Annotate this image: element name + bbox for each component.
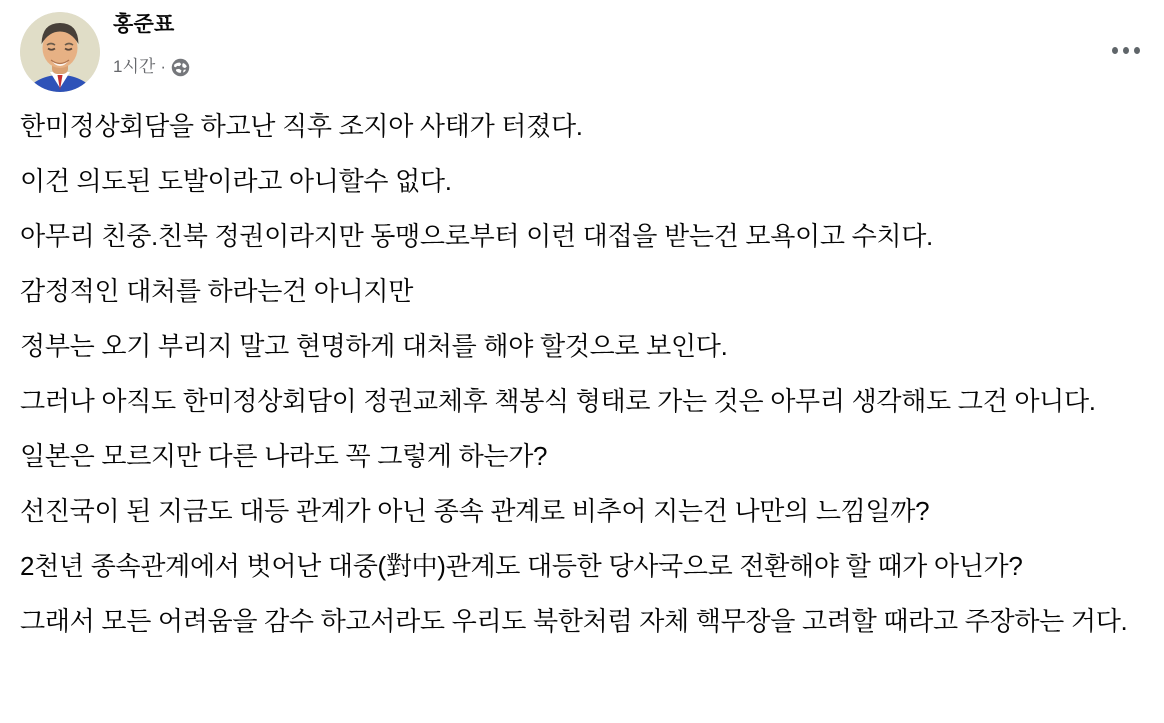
meta-separator: ·	[160, 57, 166, 76]
post-paragraph: 2천년 종속관계에서 벗어난 대중(對中)관계도 대등한 당사국으로 전환해야 할 때가 아닌가?	[20, 551, 1023, 581]
post-header	[0, 0, 1164, 92]
post-body	[0, 108, 1164, 639]
post-paragraph: 아무리 친중.친북 정권이라지만 동맹으로부터 이런 대접을 받는건 모욕이고 수치다.	[20, 221, 933, 251]
post-paragraph: 그래서 모든 어려움을 감수 하고서라도 우리도 북한처럼 자체 핵무장을 고려할 때라고 주장하는 거다.	[20, 606, 1128, 636]
post-paragraph: 정부는 오기 부리지 말고 현명하게 대처를 해야 할것으로 보인다.	[20, 331, 728, 361]
author-name[interactable]: 홍준표	[113, 13, 175, 36]
profile-photo-icon	[20, 12, 100, 92]
ellipsis-icon	[1112, 47, 1118, 54]
post-paragraph: 일본은 모르지만 다른 나라도 꼭 그렇게 하는가?	[20, 441, 548, 471]
more-options-button[interactable]	[1106, 30, 1146, 70]
post-header-text	[113, 12, 190, 78]
post-paragraph: 감정적인 대처를 하라는건 아니지만	[20, 276, 414, 306]
post-paragraph: 선진국이 된 지금도 대등 관계가 아닌 종속 관계로 비추어 지는건 나만의 느낌일까?	[20, 496, 930, 526]
globe-icon	[171, 58, 190, 77]
avatar[interactable]	[20, 12, 100, 92]
post-paragraph: 이건 의도된 도발이라고 아니할수 없다.	[20, 166, 452, 196]
timestamp[interactable]: 1시간	[113, 57, 156, 76]
ellipsis-icon	[1123, 47, 1129, 54]
post-paragraph: 그러나 아직도 한미정상회담이 정권교체후 책봉식 형태로 가는 것은 아무리 생각해도 그건 아니다.	[20, 386, 1096, 416]
post-paragraph: 한미정상회담을 하고난 직후 조지아 사태가 터졌다.	[20, 111, 583, 141]
ellipsis-icon	[1134, 47, 1140, 54]
post-meta	[113, 56, 190, 78]
